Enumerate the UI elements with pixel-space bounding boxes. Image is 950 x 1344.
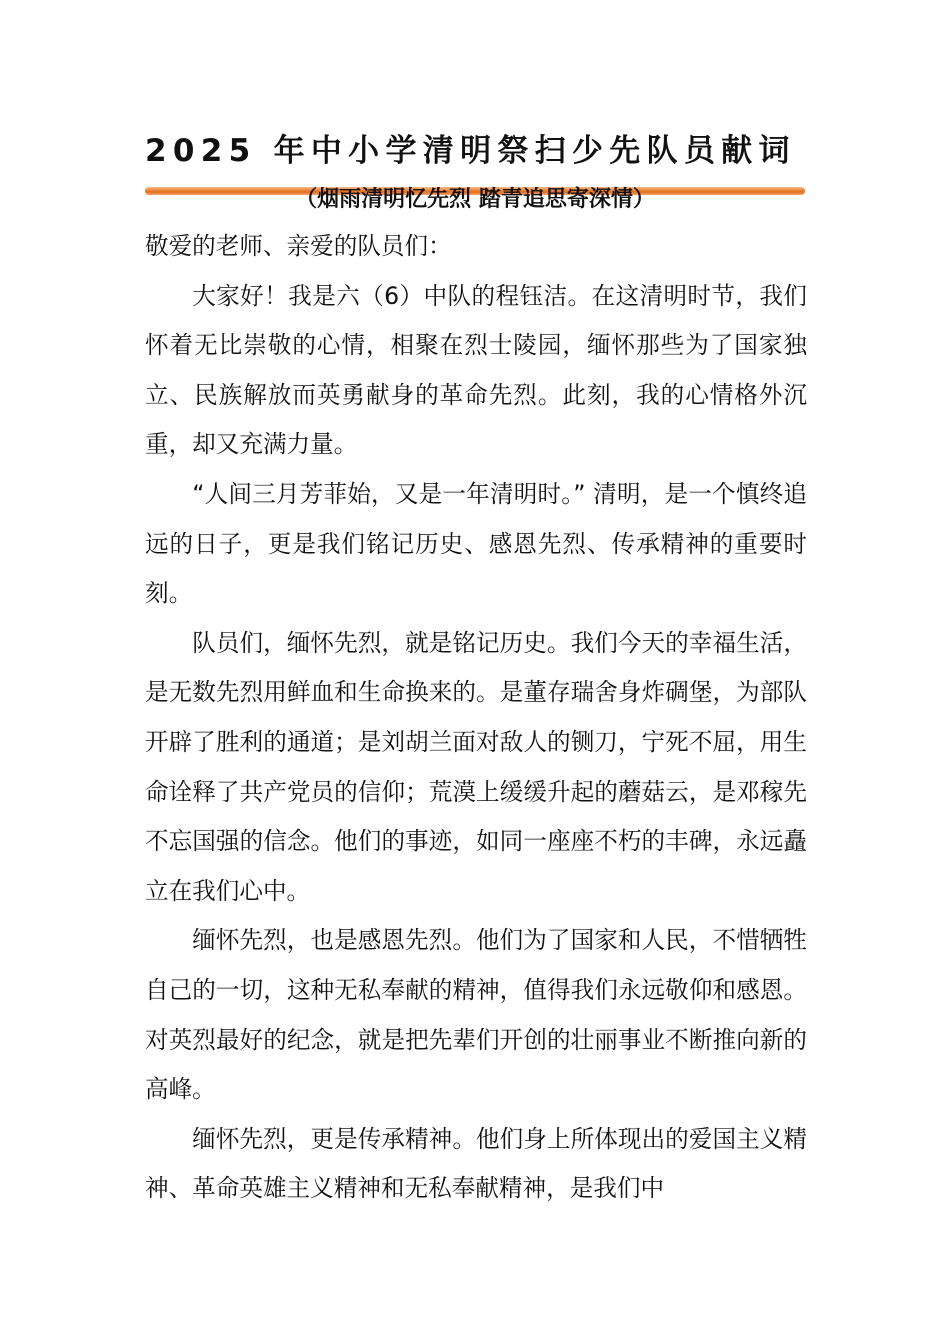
salutation: 敬爱的老师、亲爱的队员们： (145, 232, 452, 260)
paragraph-gratitude: 缅怀先烈，也是感恩先烈。他们为了国家和人民，不惜牺牲自己的一切，这种无私奉献的精神，值得我们永远敬仰和感恩。对英烈最好的纪念，就是把先辈们开创的壮丽事业不断推向新的高峰。 (145, 926, 807, 1104)
paragraph-inherit-spirit: 缅怀先烈，更是传承精神。他们身上所体现出的爱国主义精神、革命英雄主义精神和无私奉献精神，是我们中 (145, 1124, 807, 1203)
paragraph-remember-history: 队员们，缅怀先烈，就是铭记历史。我们今天的幸福生活，是无数先烈用鲜血和生命换来的。是董存瑞舍身炸碉堡，为部队开辟了胜利的通道；是刘胡兰面对敌人的铡刀，宁死不屈，用生命诠释了共产党员的信仰；荒漠上缓缓升起的蘑菇云，是邓稼先不忘国强的信念。他们的事迹，如同一座座不朽的丰碑，永远矗立在我们心中。 (145, 628, 807, 905)
paragraph-qingming: “人间三月芳菲始，又是一年清明时。” 清明，是一个慎终追远的日子，更是我们铭记历史、感恩先烈、传承精神的重要时刻。 (145, 479, 807, 608)
document-subtitle: （烟雨清明忆先烈 踏青追思寄深情） (295, 187, 655, 212)
document-title: 2025 年中小学清明祭扫少先队员献词 (145, 133, 796, 169)
paragraph-greeting: 大家好！我是六（6）中队的程钰洁。在这清明时节，我们怀着无比崇敬的心情，相聚在烈士陵园，缅怀那些为了国家独立、民族解放而英勇献身的革命先烈。此刻，我的心情格外沉重，却又充满力量。 (145, 281, 807, 459)
document-body (145, 222, 807, 1214)
